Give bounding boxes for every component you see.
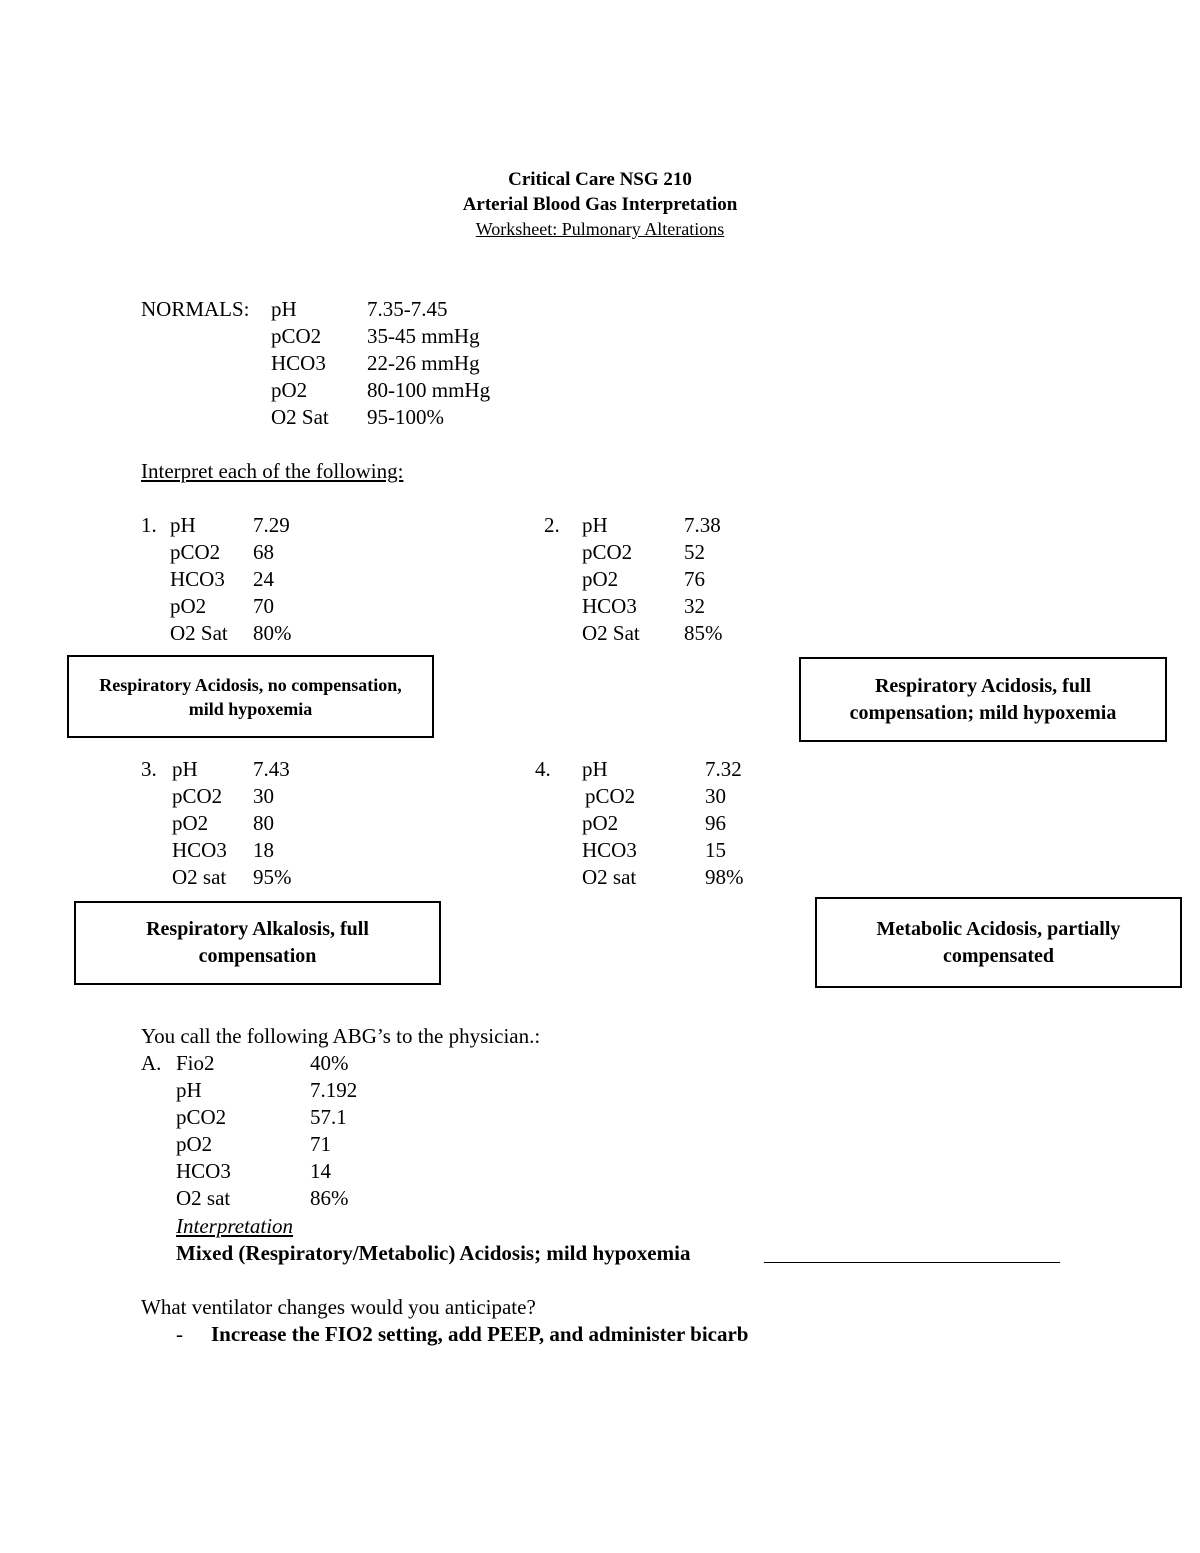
case-value: 18 — [253, 838, 274, 862]
case-number: 2. — [544, 513, 560, 537]
case-value: 32 — [684, 594, 705, 618]
case-name: pO2 — [582, 811, 619, 835]
topic-title: Arterial Blood Gas Interpretation — [462, 194, 738, 215]
case-name: pCO2 — [172, 784, 223, 808]
case-name: pH — [582, 513, 608, 537]
normals-value: 7.35-7.45 — [367, 297, 448, 321]
answer-box-2 — [799, 657, 1167, 742]
answer-text: Respiratory Acidosis, no compensation, mild hypoxemia — [99, 674, 402, 719]
answer-line — [764, 1262, 1060, 1263]
abg-name: Fio2 — [176, 1051, 215, 1075]
case-name: pH — [172, 757, 198, 781]
abg-value: 7.192 — [310, 1078, 358, 1102]
normals-value: 22-26 mmHg — [367, 351, 480, 375]
normals-name: pH — [271, 297, 297, 321]
normals-value: 80-100 mmHg — [367, 378, 491, 402]
case-name: pCO2 — [170, 540, 221, 564]
case-name: O2 Sat — [582, 621, 640, 645]
interpretation-answer: Mixed (Respiratory/Metabolic) Acidosis; mild hypoxemia — [176, 1241, 691, 1265]
case-name: pH — [170, 513, 196, 537]
case-value: 7.38 — [684, 513, 721, 537]
normals-value: 95-100% — [367, 405, 444, 429]
answer-text: Respiratory Alkalosis, full compensation — [146, 918, 369, 967]
answer-box-4 — [815, 897, 1182, 988]
case-number: 3. — [141, 757, 157, 781]
normals-name: HCO3 — [271, 351, 326, 375]
case-value: 80% — [253, 621, 292, 645]
case-value: 76 — [684, 567, 705, 591]
case-value: 30 — [253, 784, 274, 808]
instruction: Interpret each of the following: — [141, 459, 404, 483]
abg-value: 57.1 — [310, 1105, 347, 1129]
case-name: O2 Sat — [170, 621, 228, 645]
case-name: pO2 — [170, 594, 207, 618]
case-value: 98% — [705, 865, 744, 889]
case-value: 96 — [705, 811, 726, 835]
ventilator-answer: Increase the FIO2 setting, add PEEP, and administer bicarb — [211, 1322, 749, 1346]
answer-box-3 — [74, 901, 441, 985]
case-value: 24 — [253, 567, 274, 591]
abg-value: 86% — [310, 1186, 349, 1210]
worksheet-subtitle: Worksheet: Pulmonary Alterations — [475, 219, 725, 239]
abg-letter: A. — [141, 1051, 162, 1075]
case-value: 7.32 — [705, 757, 742, 781]
case-name: O2 sat — [172, 865, 227, 889]
case-name: HCO3 — [172, 838, 227, 862]
normals-value: 35-45 mmHg — [367, 324, 480, 348]
abg-name: pO2 — [176, 1132, 213, 1156]
normals-name: pO2 — [271, 378, 308, 402]
answer-text: Metabolic Acidosis, partially compensated — [876, 917, 1121, 967]
answer-text: Respiratory Acidosis, full compensation; mild hypoxemia — [849, 674, 1117, 724]
abg-value: 40% — [310, 1051, 349, 1075]
case-name: HCO3 — [170, 567, 225, 591]
case-value: 15 — [705, 838, 726, 862]
case-value: 80 — [253, 811, 274, 835]
answer-box-1 — [67, 655, 434, 738]
ventilator-question: What ventilator changes would you anticipate? — [141, 1295, 536, 1319]
case-name: pO2 — [582, 567, 619, 591]
physician-intro: You call the following ABG’s to the physician.: — [141, 1024, 541, 1048]
case-name: pH — [582, 757, 608, 781]
course-title: Critical Care NSG 210 — [508, 169, 692, 190]
case-value: 95% — [253, 865, 292, 889]
abg-name: pH — [176, 1078, 202, 1102]
case-value: 85% — [684, 621, 723, 645]
case-value: 7.43 — [253, 757, 290, 781]
case-value: 68 — [253, 540, 274, 564]
case-value: 70 — [253, 594, 274, 618]
case-value: 30 — [705, 784, 726, 808]
bullet-dash: - — [176, 1322, 183, 1346]
case-number: 4. — [535, 757, 551, 781]
abg-name: pCO2 — [176, 1105, 227, 1129]
case-name: HCO3 — [582, 594, 637, 618]
abg-name: HCO3 — [176, 1159, 231, 1183]
case-name: O2 sat — [582, 865, 637, 889]
abg-name: O2 sat — [176, 1186, 231, 1210]
normals-label: NORMALS: — [141, 297, 250, 321]
case-name: HCO3 — [582, 838, 637, 862]
case-name: pCO2 — [585, 784, 636, 808]
case-value: 7.29 — [253, 513, 290, 537]
normals-name: pCO2 — [271, 324, 322, 348]
normals-name: O2 Sat — [271, 405, 329, 429]
interpretation-label: Interpretation — [176, 1214, 294, 1238]
abg-value: 14 — [310, 1159, 331, 1183]
case-value: 52 — [684, 540, 705, 564]
abg-value: 71 — [310, 1132, 331, 1156]
case-name: pCO2 — [582, 540, 633, 564]
case-number: 1. — [141, 513, 157, 537]
case-name: pO2 — [172, 811, 209, 835]
